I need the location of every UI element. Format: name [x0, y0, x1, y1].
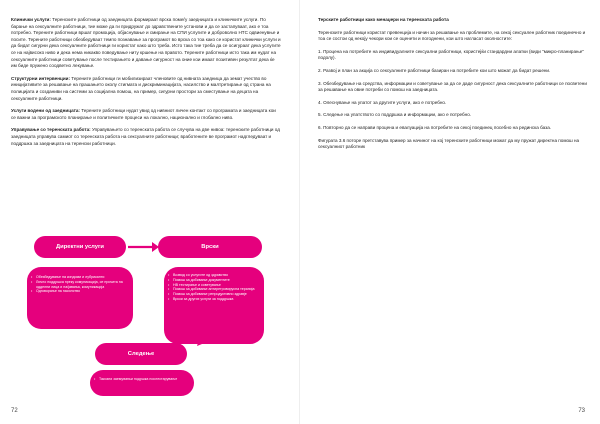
- links-item: • Помош за добивање документите: [173, 278, 264, 283]
- arrow-right-icon: [126, 240, 160, 254]
- left-text-column: [11, 17, 281, 153]
- step-item: 1. Процена на потребите на индивидуалните сексуални работници, користејќи стандардни алатки (види "микро-планирање" подолу).: [318, 48, 584, 61]
- paragraph-community: [11, 108, 281, 121]
- links-item: • Возвод со услугите од здравство: [173, 273, 264, 278]
- direct-services-pill: Директни услуги: [34, 236, 126, 258]
- paragraph-lead: Клинички услуги:: [11, 17, 51, 22]
- paragraph-text: Управувањето со теренската работа се случува на две нивоа: теренските работници од заедницата управува самиот со теренската работа на сексуалните работници; вработените ве програмот надгледуваат и поддршка за заедницата на теренски работници.: [11, 127, 280, 146]
- paragraph-management: [11, 127, 281, 147]
- right-text-column: [318, 17, 588, 157]
- links-item: • Врски за других услуги за поддршка: [173, 297, 264, 302]
- links-item: • Помош за добивање репродуктивно здравје: [173, 292, 264, 297]
- follow-item: • Такозни заемуваньи подршка послестарување: [99, 377, 194, 382]
- paragraph-lead: Структурни интервенции:: [11, 75, 71, 81]
- figure-note: Фигурата 3.6 поторе претставува пример за начинот на кој теренските работници можат да му пружат директна помош на сексуалниот работник: [318, 137, 580, 150]
- intro-paragraph: Теренските работници користат превенција и начин за решавање на проблемите, на секој сексуален работник поединечно и тоа се состои од некоју чекори кои се оценети и погоднени, кои што нагласат околностите:: [318, 29, 586, 42]
- paragraph-structural: [11, 76, 281, 102]
- step-item: 4. Олеснување на упатот за другите услуги, ако е потребно.: [318, 99, 447, 105]
- direct-services-box: [27, 267, 133, 329]
- step-item: 5. Следење на упатството со поддршка и информации, ако е потребно.: [318, 112, 472, 118]
- follow-up-box: [90, 370, 194, 396]
- arrow-down-left-icon: [196, 322, 220, 348]
- direct-item: • Одговорање на насилство: [36, 289, 133, 294]
- step-item: 2. Развој и план за акција со сексуалните работници базиран на потребите кои што можат да бидат решени.: [318, 67, 551, 73]
- direct-item: • Обезбедување на кондоми и лубриканти: [36, 275, 133, 280]
- direct-item: • Лично поддршка преку комуникација, се прочита на одделни лица и на/јавања, комуникација: [36, 280, 133, 290]
- step-item: 6. Повторно да се направи процена и евалуација на потребите на секој поединец посебно на рединска база.: [318, 124, 552, 130]
- paragraph-lead: Управување со теренската работа:: [11, 127, 91, 133]
- page-number: 72: [11, 408, 18, 414]
- links-item: • Помош за добивање антиретровирусна терапија: [173, 287, 264, 292]
- paragraph-text: Терените работници нудат увид од нивниот личен контакт со програмата и заедницата кои се важни за програмското планирање и политичките процеси на локално, национално и глобално ниво.: [11, 108, 276, 120]
- follow-up-pill: Следење: [95, 343, 187, 365]
- paragraph-text: Теренските работници од заедницата формираат врска помеѓу заедницата и клиничките услуги. По барање на сексуалните работници, тие може да ги придружат до здравствените установи и да се застапуваат, ако е тоа потребно. Терените работници вршат промоција, објаснување и смирање на СПИ услугите и доброволно НТС одвиенувње и посите. Терените работници обезбедуваат темпо познавање за програмот во врска со тоа како се користат клинички услуги и да бидат сигурни дека сексуалните работници ги користат како што треба. Исто така тие треба да се осигураат дека услугите се на највисоко ниво и дека нема никакво поведување ниту кршење на правото. Терените работници исто така им нудат на сексуалните работници советување после тестирањето и давање сигурност на оние кои имаат позитивен резултат дека ќе им биде пружено соодветно лекување.: [11, 17, 281, 69]
- links-item: • НВ тестирање и советување: [173, 283, 264, 288]
- page-number: 73: [578, 408, 585, 414]
- paragraph-lead: Услуги водени од заедницата:: [11, 108, 80, 114]
- paragraph-text: Терените работници ги мобилизираат членовите од нивната заедница да земат учество во иницијативите за решавање на прашањето околу стигмата и дискриминацијата, насилство и малтретирање од страна на полицијата и созданиви на системи за социјална помош, на пример, сигурни простори за сместување на децата на сексуалните работници.: [11, 75, 271, 101]
- paragraph-clinical: [11, 17, 281, 70]
- links-pill: Врски: [158, 236, 262, 258]
- section-title: Терските работници како менаџери на теренската работа: [318, 17, 449, 22]
- step-item: 3. Обезбедување на средства, информации и советување за да се даде сигурност дека сексуалните работници се посветени за решавање на овие потреби со помош на заедницата.: [318, 80, 587, 93]
